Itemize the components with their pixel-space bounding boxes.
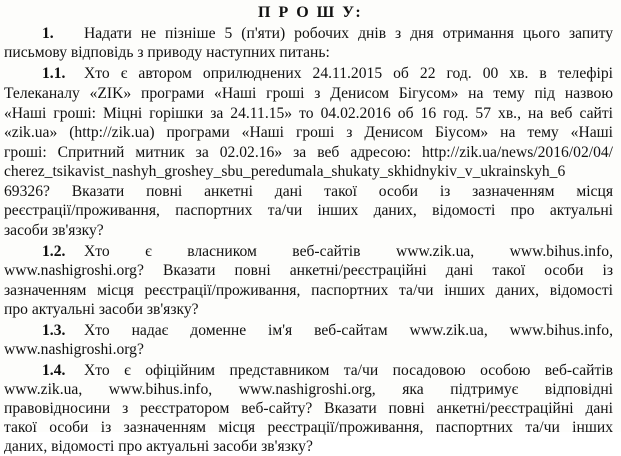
paragraph-1-2-line: зазначенням місця реєстрації/проживання, паспортних та/чи інших даних, відомості: [4, 282, 613, 299]
paragraph-1-1-line: реєстрації/проживання, паспортних та/чи інших даних, відомості про актуальні: [4, 202, 613, 219]
paragraph-1-4-number: 1.4.: [42, 362, 66, 379]
paragraph-1-3-number: 1.3.: [42, 322, 66, 339]
paragraph-1-line-2: письмову відповідь з приводу наступних питань:: [4, 44, 330, 61]
paragraph-1-2-line: про актуальні засоби зв'язку?: [4, 301, 199, 318]
paragraph-1-line-1: Надати не пізніше 5 (п'яти) робочих днів з дня отримання цього запиту: [84, 25, 613, 42]
paragraph-1-4-line: правовідносини з реєстратором веб-сайту? Вказати повні анкетні/реєстраційні дані: [4, 400, 613, 417]
paragraph-1-1-line: «zik.ua» (http://zik.ua) програми «Наші гроші з Денисом Біусом» на тему «Наші: [4, 124, 613, 141]
paragraph-1-4-line: Хто є офіційним представником та/чи посадовою особою веб-сайтів: [84, 362, 613, 379]
paragraph-1-1-line: 69326? Вказати повні анкетні дані такої особи із зазначенням місця: [4, 183, 613, 200]
paragraph-1-4-line: www.zik.ua, www.bihus.info, www.nashigroshi.org, яка підтримує відповідні: [4, 381, 613, 398]
paragraph-1-4-line: даних, відомості про актуальні засоби зв'язку?: [4, 438, 313, 455]
paragraph-1-3-line: www.nashigroshi.org?: [4, 341, 144, 358]
paragraph-1-1-line: «Наші гроші: Міцні горішки за 24.11.15» то 04.02.2016 об 16 год. 57 хв., на веб сайті: [4, 105, 613, 122]
paragraph-1-1-line: Хто є автором оприлюднених 24.11.2015 об 22 год. 00 хв. в телефірі: [84, 65, 613, 82]
document-heading: П Р О Ш У:: [258, 4, 363, 21]
paragraph-1-2-number: 1.2.: [42, 243, 66, 260]
paragraph-1-2-line: Хто є власником веб-сайтів www.zik.ua, www.bihus.info,: [84, 243, 613, 260]
paragraph-1-1-line: гроші: Спритний митник за 02.02.16» за веб адресою: http://zik.ua/news/2016/02/04/: [4, 144, 613, 161]
paragraph-1-1-number: 1.1.: [42, 65, 66, 82]
paragraph-1-1-line: засоби зв'язку?: [4, 222, 104, 239]
paragraph-1-number: 1.: [42, 25, 54, 42]
paragraph-1-1-line: Телеканалу «ZIK» програми «Наші гроші з Денисом Бігусом» на тему під назвою: [4, 85, 613, 102]
paragraph-1-3-line: Хто надає доменне ім'я веб-сайтам www.zik.ua, www.bihus.info,: [84, 322, 613, 339]
paragraph-1-1-line: cherez_tsikavist_nashyh_groshey_sbu_peredumala_shukaty_skhidnykiv_v_ukrainskyh_6: [4, 163, 566, 180]
paragraph-1-4-line: такої особи із зазначенням місця реєстрації/проживання, паспортних та/чи інших: [4, 419, 613, 436]
paragraph-1-2-line: www.nashigroshi.org? Вказати повні анкетні/реєстраційні дані такої особи із: [4, 262, 613, 279]
